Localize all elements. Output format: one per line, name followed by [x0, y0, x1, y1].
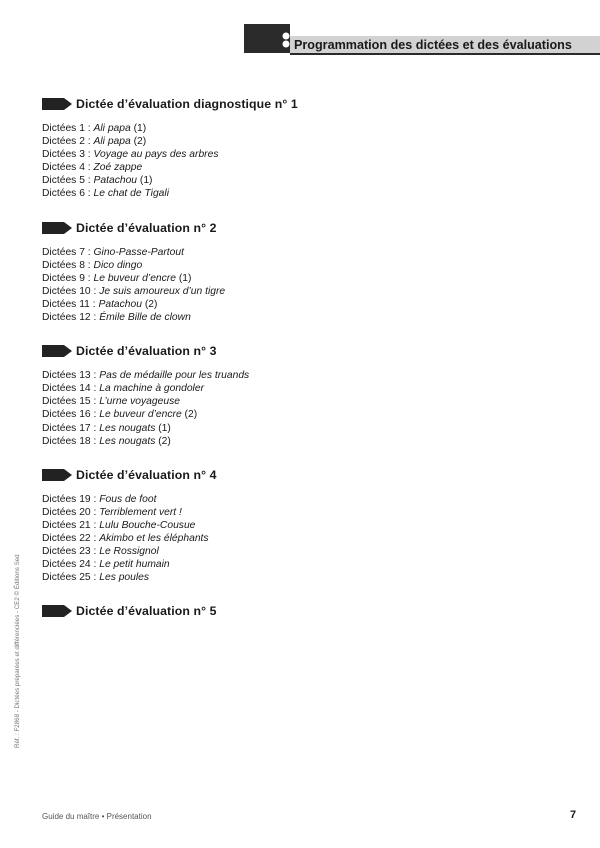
item-label: Dictées 9 : — [42, 272, 94, 284]
list-item — [42, 532, 562, 545]
item-label: Dictées 20 : — [42, 506, 100, 518]
item-label: Dictées 2 : — [42, 136, 94, 148]
item-title: Voyage au pays des arbres — [93, 149, 219, 161]
item-title: Fous de foot — [99, 493, 157, 505]
item-label: Dictées 19 : — [42, 493, 100, 505]
list-item — [42, 285, 562, 298]
item-title: Les nougats — [99, 435, 156, 447]
list-item — [42, 408, 562, 421]
item-title: Patachou — [93, 175, 138, 187]
item-title: Le buveur d’encre — [99, 409, 182, 421]
item-title: Je suis amoureux d’un tigre — [99, 285, 226, 297]
list-item — [42, 493, 562, 506]
item-label: Dictées 1 : — [42, 123, 94, 134]
item-title: Émile Bille de clown — [99, 312, 191, 324]
side-reference: Réf. : F2868 - Dictées préparées et différenciées - CE2 © Éditions Sed — [14, 554, 21, 748]
list-item — [42, 259, 562, 272]
dictation-list — [42, 246, 562, 325]
item-title: Terriblement vert ! — [99, 506, 182, 518]
item-suffix: (2) — [130, 136, 147, 148]
page-title: Programmation des dictées et des évaluations — [294, 38, 572, 52]
list-item — [42, 298, 562, 311]
item-title: Ali papa — [93, 123, 131, 134]
section-title: Dictée d’évaluation n° 5 — [76, 604, 217, 619]
list-item — [42, 545, 562, 558]
section-title: Dictée d’évaluation n° 3 — [76, 344, 217, 359]
item-label: Dictées 18 : — [42, 435, 100, 447]
dictation-list — [42, 493, 562, 585]
item-label: Dictées 21 : — [42, 519, 100, 531]
evaluation-section — [42, 343, 562, 448]
section-heading — [42, 467, 562, 483]
item-title: L’urne voyageuse — [99, 396, 180, 408]
list-item — [42, 272, 562, 285]
list-item — [42, 187, 562, 200]
item-suffix: (1) — [155, 422, 171, 434]
item-title: Le chat de Tigali — [93, 188, 169, 200]
list-item — [42, 246, 562, 259]
item-label: Dictées 24 : — [42, 559, 100, 571]
item-title: Gino-Passe-Partout — [93, 246, 184, 258]
item-label: Dictées 17 : — [42, 422, 100, 434]
section-title: Dictée d’évaluation diagnostique n° 1 — [76, 97, 298, 111]
list-item — [42, 174, 562, 187]
item-title: Dico dingo — [93, 259, 143, 271]
item-label: Dictées 22 : — [42, 532, 100, 544]
item-label: Dictées 12 : — [42, 312, 100, 324]
dictation-list — [42, 369, 562, 448]
item-label: Dictées 23 : — [42, 546, 100, 558]
list-item — [42, 435, 562, 448]
list-item — [42, 395, 562, 408]
evaluation-section — [42, 467, 562, 585]
pencil-icon — [42, 344, 74, 358]
evaluation-section — [42, 603, 562, 619]
pencil-icon — [42, 97, 74, 111]
list-item — [42, 382, 562, 395]
pencil-icon — [42, 221, 74, 235]
dictation-program — [42, 96, 562, 638]
list-item — [42, 135, 562, 148]
section-title: Dictée d’évaluation n° 2 — [76, 220, 217, 235]
item-suffix: (1) — [137, 175, 153, 187]
list-item — [42, 558, 562, 571]
item-label: Dictées 16 : — [42, 409, 100, 421]
item-label: Dictées 14 : — [42, 383, 100, 395]
list-item — [42, 122, 562, 135]
header-banner — [244, 24, 600, 54]
item-title: Le Rossignol — [99, 546, 159, 558]
item-label: Dictées 11 : — [42, 298, 99, 310]
item-suffix: (2) — [155, 435, 171, 447]
list-item — [42, 161, 562, 174]
item-label: Dictées 8 : — [42, 259, 94, 271]
evaluation-section — [42, 220, 562, 325]
item-label: Dictées 3 : — [42, 149, 94, 161]
list-item — [42, 519, 562, 532]
list-item — [42, 148, 562, 161]
item-title: Le petit humain — [99, 559, 170, 571]
item-label: Dictées 7 : — [42, 246, 94, 258]
section-heading — [42, 220, 562, 236]
list-item — [42, 506, 562, 519]
list-item — [42, 369, 562, 382]
item-title: Zoé zappe — [93, 162, 143, 174]
item-label: Dictées 15 : — [42, 396, 100, 408]
item-label: Dictées 13 : — [42, 370, 100, 382]
item-suffix: (1) — [130, 123, 147, 134]
evaluation-section — [42, 96, 562, 201]
list-item — [42, 422, 562, 435]
item-label: Dictées 5 : — [42, 175, 94, 187]
section-heading — [42, 96, 562, 112]
page-number: 7 — [570, 809, 577, 821]
item-title: Akimbo et les éléphants — [99, 532, 209, 544]
item-title: Les nougats — [99, 422, 156, 434]
list-item — [42, 571, 562, 584]
item-title: La machine à gondoler — [99, 383, 204, 395]
item-label: Dictées 25 : — [42, 572, 100, 584]
item-title: Ali papa — [93, 136, 131, 148]
item-title: Lulu Bouche-Cousue — [99, 519, 196, 531]
item-title: Le buveur d’encre — [93, 272, 176, 284]
pencil-icon — [42, 604, 74, 618]
item-suffix: (2) — [141, 298, 158, 310]
item-label: Dictées 10 : — [42, 285, 100, 297]
item-title: Pas de médaille pour les truands — [99, 370, 250, 382]
section-heading — [42, 603, 562, 619]
list-item — [42, 311, 562, 324]
item-suffix: (2) — [181, 409, 198, 421]
item-label: Dictées 6 : — [42, 188, 94, 200]
item-label: Dictées 4 : — [42, 162, 94, 174]
section-title: Dictée d’évaluation n° 4 — [76, 467, 217, 482]
item-title: Les poules — [99, 572, 150, 584]
item-suffix: (1) — [175, 272, 192, 284]
dictation-list — [42, 122, 562, 201]
pencil-icon — [42, 468, 74, 482]
footer-text: Guide du maître • Présentation — [42, 812, 152, 821]
item-title: Patachou — [98, 298, 142, 310]
section-heading — [42, 343, 562, 359]
